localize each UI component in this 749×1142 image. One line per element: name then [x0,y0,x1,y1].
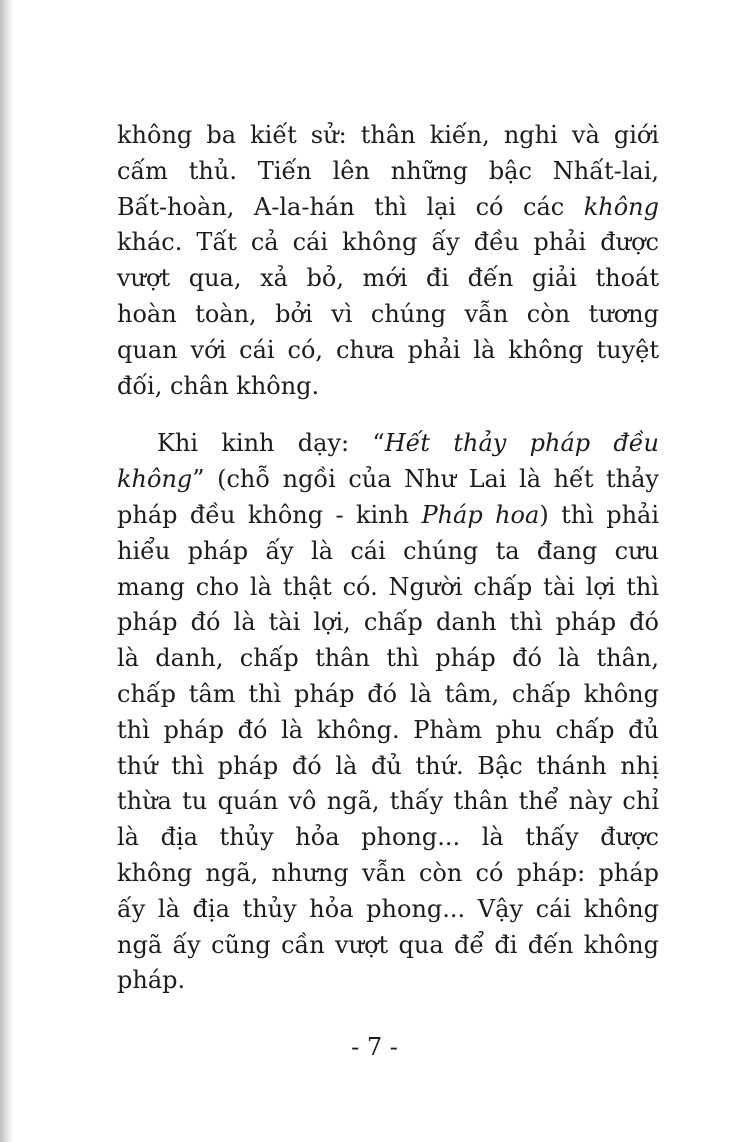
text-line: pháp đó là tài lợi, chấp danh thì pháp đó [117,608,659,637]
text-line: vượt qua, xả bỏ, mới đi đến giải thoát [117,264,659,293]
text-line: khác. Tất cả cái không ấy đều phải được [117,228,659,257]
text-line: thứ thì pháp đó là đủ thứ. Bậc thánh nhị [117,751,659,780]
italic-quote: Hết thảy pháp đều [384,429,660,458]
text-span: ) thì phải [539,500,660,529]
text-line: là danh, chấp thân thì pháp đó là thân, [117,644,659,673]
text-line: là địa thủy hỏa phong... là thấy được [117,823,659,852]
text-line: ấy là địa thủy hỏa phong... Vậy cái không [117,894,659,923]
text-line: cấm thủ. Tiến lên những bậc Nhất-lai, [117,156,659,185]
text-line: không ba kiết sử: thân kiến, nghi và giới [117,121,659,149]
text-line: hiểu pháp ấy là cái chúng ta đang cưu [117,536,659,565]
text-line [117,462,659,498]
text-span: pháp đều không - kinh [117,500,422,529]
paragraph-1 [117,118,659,404]
text-span: Khi kinh dạy: “ [157,429,385,458]
paragraph-2 [117,426,659,999]
text-span: ” (chỗ ngồi của Như Lai là hết thảy [192,465,659,494]
text-line: quan với cái có, chưa phải là không tuyệt [117,335,659,364]
text-line: chấp tâm thì pháp đó là tâm, chấp không [117,679,659,708]
page-number: - 7 - [351,1033,398,1061]
spine-shadow [0,0,14,1142]
text-line [117,190,659,226]
italic-sutra-title: Pháp hoa [421,500,540,529]
text-line: hoàn toàn, bởi vì chúng vẫn còn tương [117,299,659,328]
text-line [117,498,659,534]
text-span: Bất-hoàn, A-la-hán thì lại có các [117,192,565,221]
body-text [117,118,659,999]
text-line: đối, chân không. [117,371,320,400]
italic-term: không [583,192,659,221]
text-line: mang cho là thật có. Người chấp tài lợi thì [117,572,659,601]
text-line: thừa tu quán vô ngã, thấy thân thể này chỉ [117,787,659,816]
italic-quote: không [117,465,193,494]
text-line: pháp. [117,966,186,995]
text-line: thì pháp đó là không. Phàm phu chấp đủ [117,715,659,744]
text-line: không ngã, nhưng vẫn còn có pháp: pháp [117,858,659,887]
text-line [117,426,659,462]
text-line: ngã ấy cũng cần vượt qua để đi đến không [117,930,659,959]
